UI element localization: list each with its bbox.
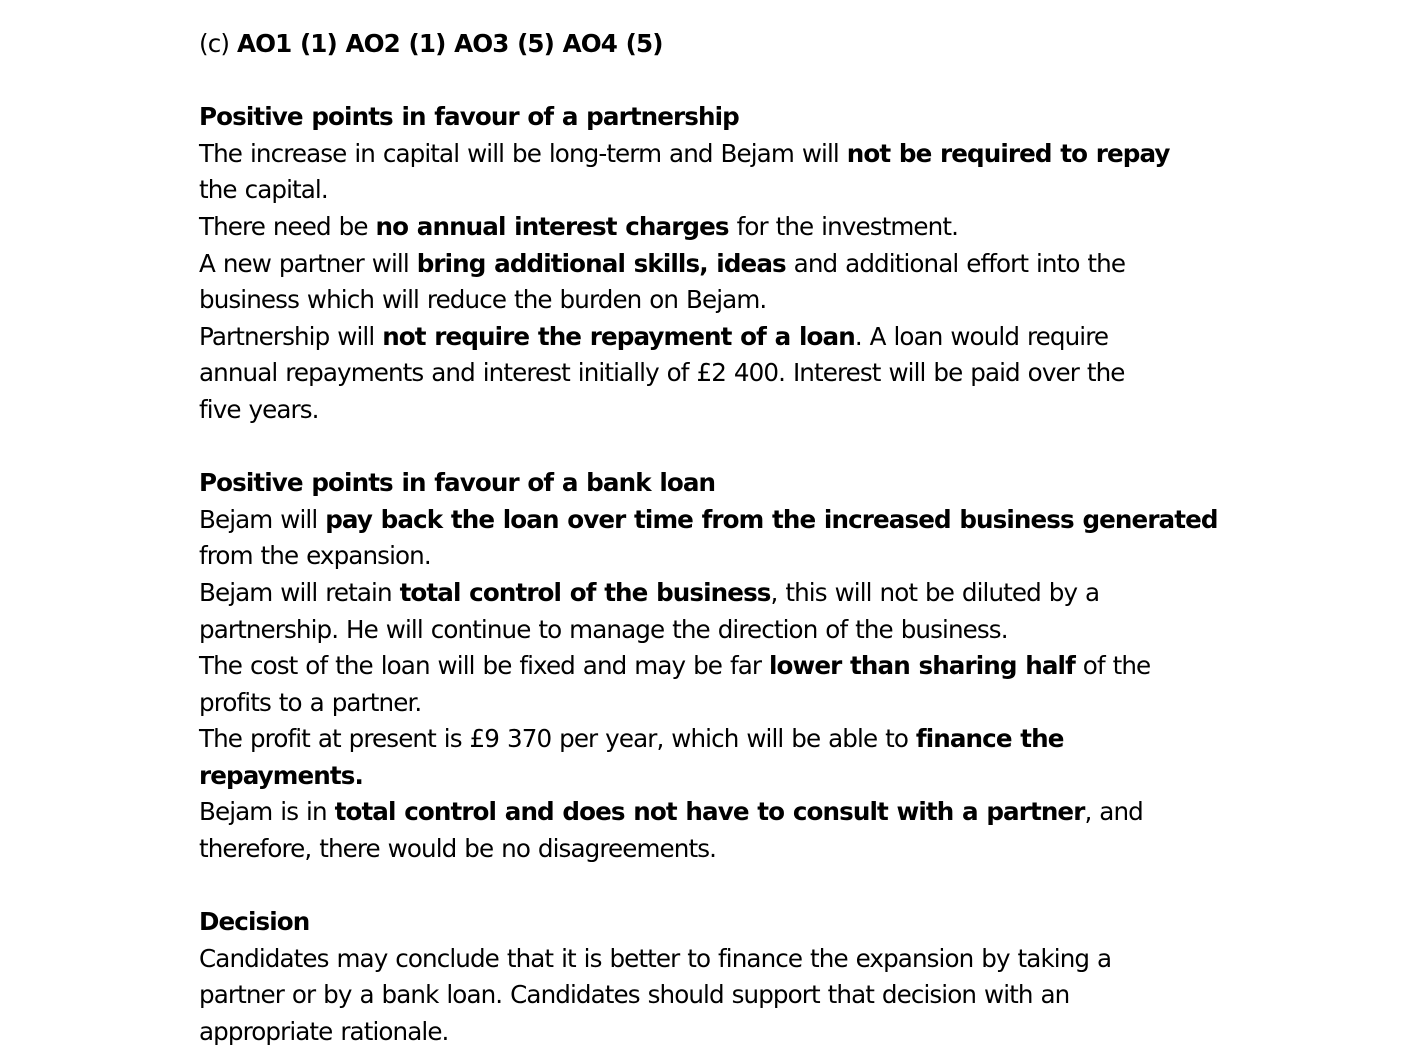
emphasis: total control and does not have to consult with a partner <box>334 797 1085 827</box>
text-run: Partnership will <box>199 321 383 351</box>
decision-line-2: partner or by a bank loan. Candidates should support that decision with an <box>199 980 1070 1010</box>
emphasis: lower than sharing half <box>769 651 1075 681</box>
text-run: therefore, there would be no disagreements. <box>199 834 717 864</box>
spacer <box>199 868 1239 905</box>
bank-loan-heading: Positive points in favour of a bank loan <box>199 468 716 498</box>
partnership-point-4-line-2 <box>199 355 1239 392</box>
bank-loan-point-5-line-1 <box>199 794 1239 831</box>
text-run: five years. <box>199 394 319 424</box>
bank-loan-point-1-line-2 <box>199 538 1239 575</box>
bank-loan-point-3-line-1 <box>199 648 1239 685</box>
emphasis: pay back the loan over time from the increased business generated <box>325 504 1218 534</box>
bank-loan-point-4-line-1 <box>199 721 1239 758</box>
mark-scheme-page <box>199 26 1239 1051</box>
emphasis: not require the repayment of a loan <box>382 321 855 351</box>
text-run: The profit at present is £9 370 per year, which will be able to <box>199 724 916 754</box>
text-run: The increase in capital will be long-term and Bejam will <box>199 138 847 168</box>
text-run: the capital. <box>199 175 328 205</box>
emphasis: total control of the business <box>399 577 771 607</box>
text-run: partnership. He will continue to manage the direction of the business. <box>199 614 1008 644</box>
bank-loan-point-2-line-2 <box>199 612 1239 649</box>
text-run: Bejam is in <box>199 797 335 827</box>
text-run: for the investment. <box>728 211 958 241</box>
partnership-point-1-line-2 <box>199 172 1239 209</box>
decision-section <box>199 904 1239 1050</box>
partnership-point-1-line-1 <box>199 136 1239 173</box>
bank-loan-point-4-line-2: repayments. <box>199 760 363 790</box>
text-run: Bejam will retain <box>199 577 400 607</box>
partnership-point-3-line-1 <box>199 246 1239 283</box>
partnership-point-4-line-1 <box>199 319 1239 356</box>
text-run: There need be <box>199 211 376 241</box>
partnership-point-2 <box>199 209 1239 246</box>
bank-loan-point-2-line-1 <box>199 575 1239 612</box>
decision-line-1: Candidates may conclude that it is better to finance the expansion by taking a <box>199 943 1112 973</box>
emphasis: no annual interest charges <box>375 211 729 241</box>
text-run: profits to a partner. <box>199 687 422 717</box>
text-run: and additional effort into the <box>785 248 1126 278</box>
question-label: (c) <box>199 29 237 58</box>
text-run: business which will reduce the burden on Bejam. <box>199 285 767 315</box>
text-run: from the expansion. <box>199 541 431 571</box>
partnership-point-3-line-2 <box>199 282 1239 319</box>
emphasis: bring additional skills, ideas <box>416 248 786 278</box>
bank-loan-point-5-line-2 <box>199 831 1239 868</box>
text-run: of the <box>1074 651 1151 681</box>
bank-loan-point-1-line-1 <box>199 502 1239 539</box>
text-run: A new partner will <box>199 248 417 278</box>
emphasis: not be required to repay <box>846 138 1170 168</box>
decision-heading: Decision <box>199 907 310 937</box>
assessment-objectives: AO1 (1) AO2 (1) AO3 (5) AO4 (5) <box>236 29 663 58</box>
text-run: The cost of the loan will be fixed and may be far <box>199 651 770 681</box>
text-run: Bejam will <box>199 504 326 534</box>
spacer <box>199 429 1239 466</box>
partnership-point-4-line-3 <box>199 392 1239 429</box>
spacer <box>199 63 1239 100</box>
question-header <box>199 26 1239 63</box>
partnership-section <box>199 99 1239 428</box>
decision-line-3: appropriate rationale. <box>199 1017 449 1047</box>
text-run: , this will not be diluted by a <box>770 577 1100 607</box>
text-run: annual repayments and interest initially of £2 400. Interest will be paid over the <box>199 358 1125 388</box>
emphasis: finance the <box>915 724 1064 754</box>
text-run: . A loan would require <box>854 321 1109 351</box>
partnership-heading: Positive points in favour of a partnership <box>199 102 739 132</box>
text-run: , and <box>1084 797 1143 827</box>
bank-loan-point-3-line-2 <box>199 685 1239 722</box>
bank-loan-section <box>199 465 1239 868</box>
